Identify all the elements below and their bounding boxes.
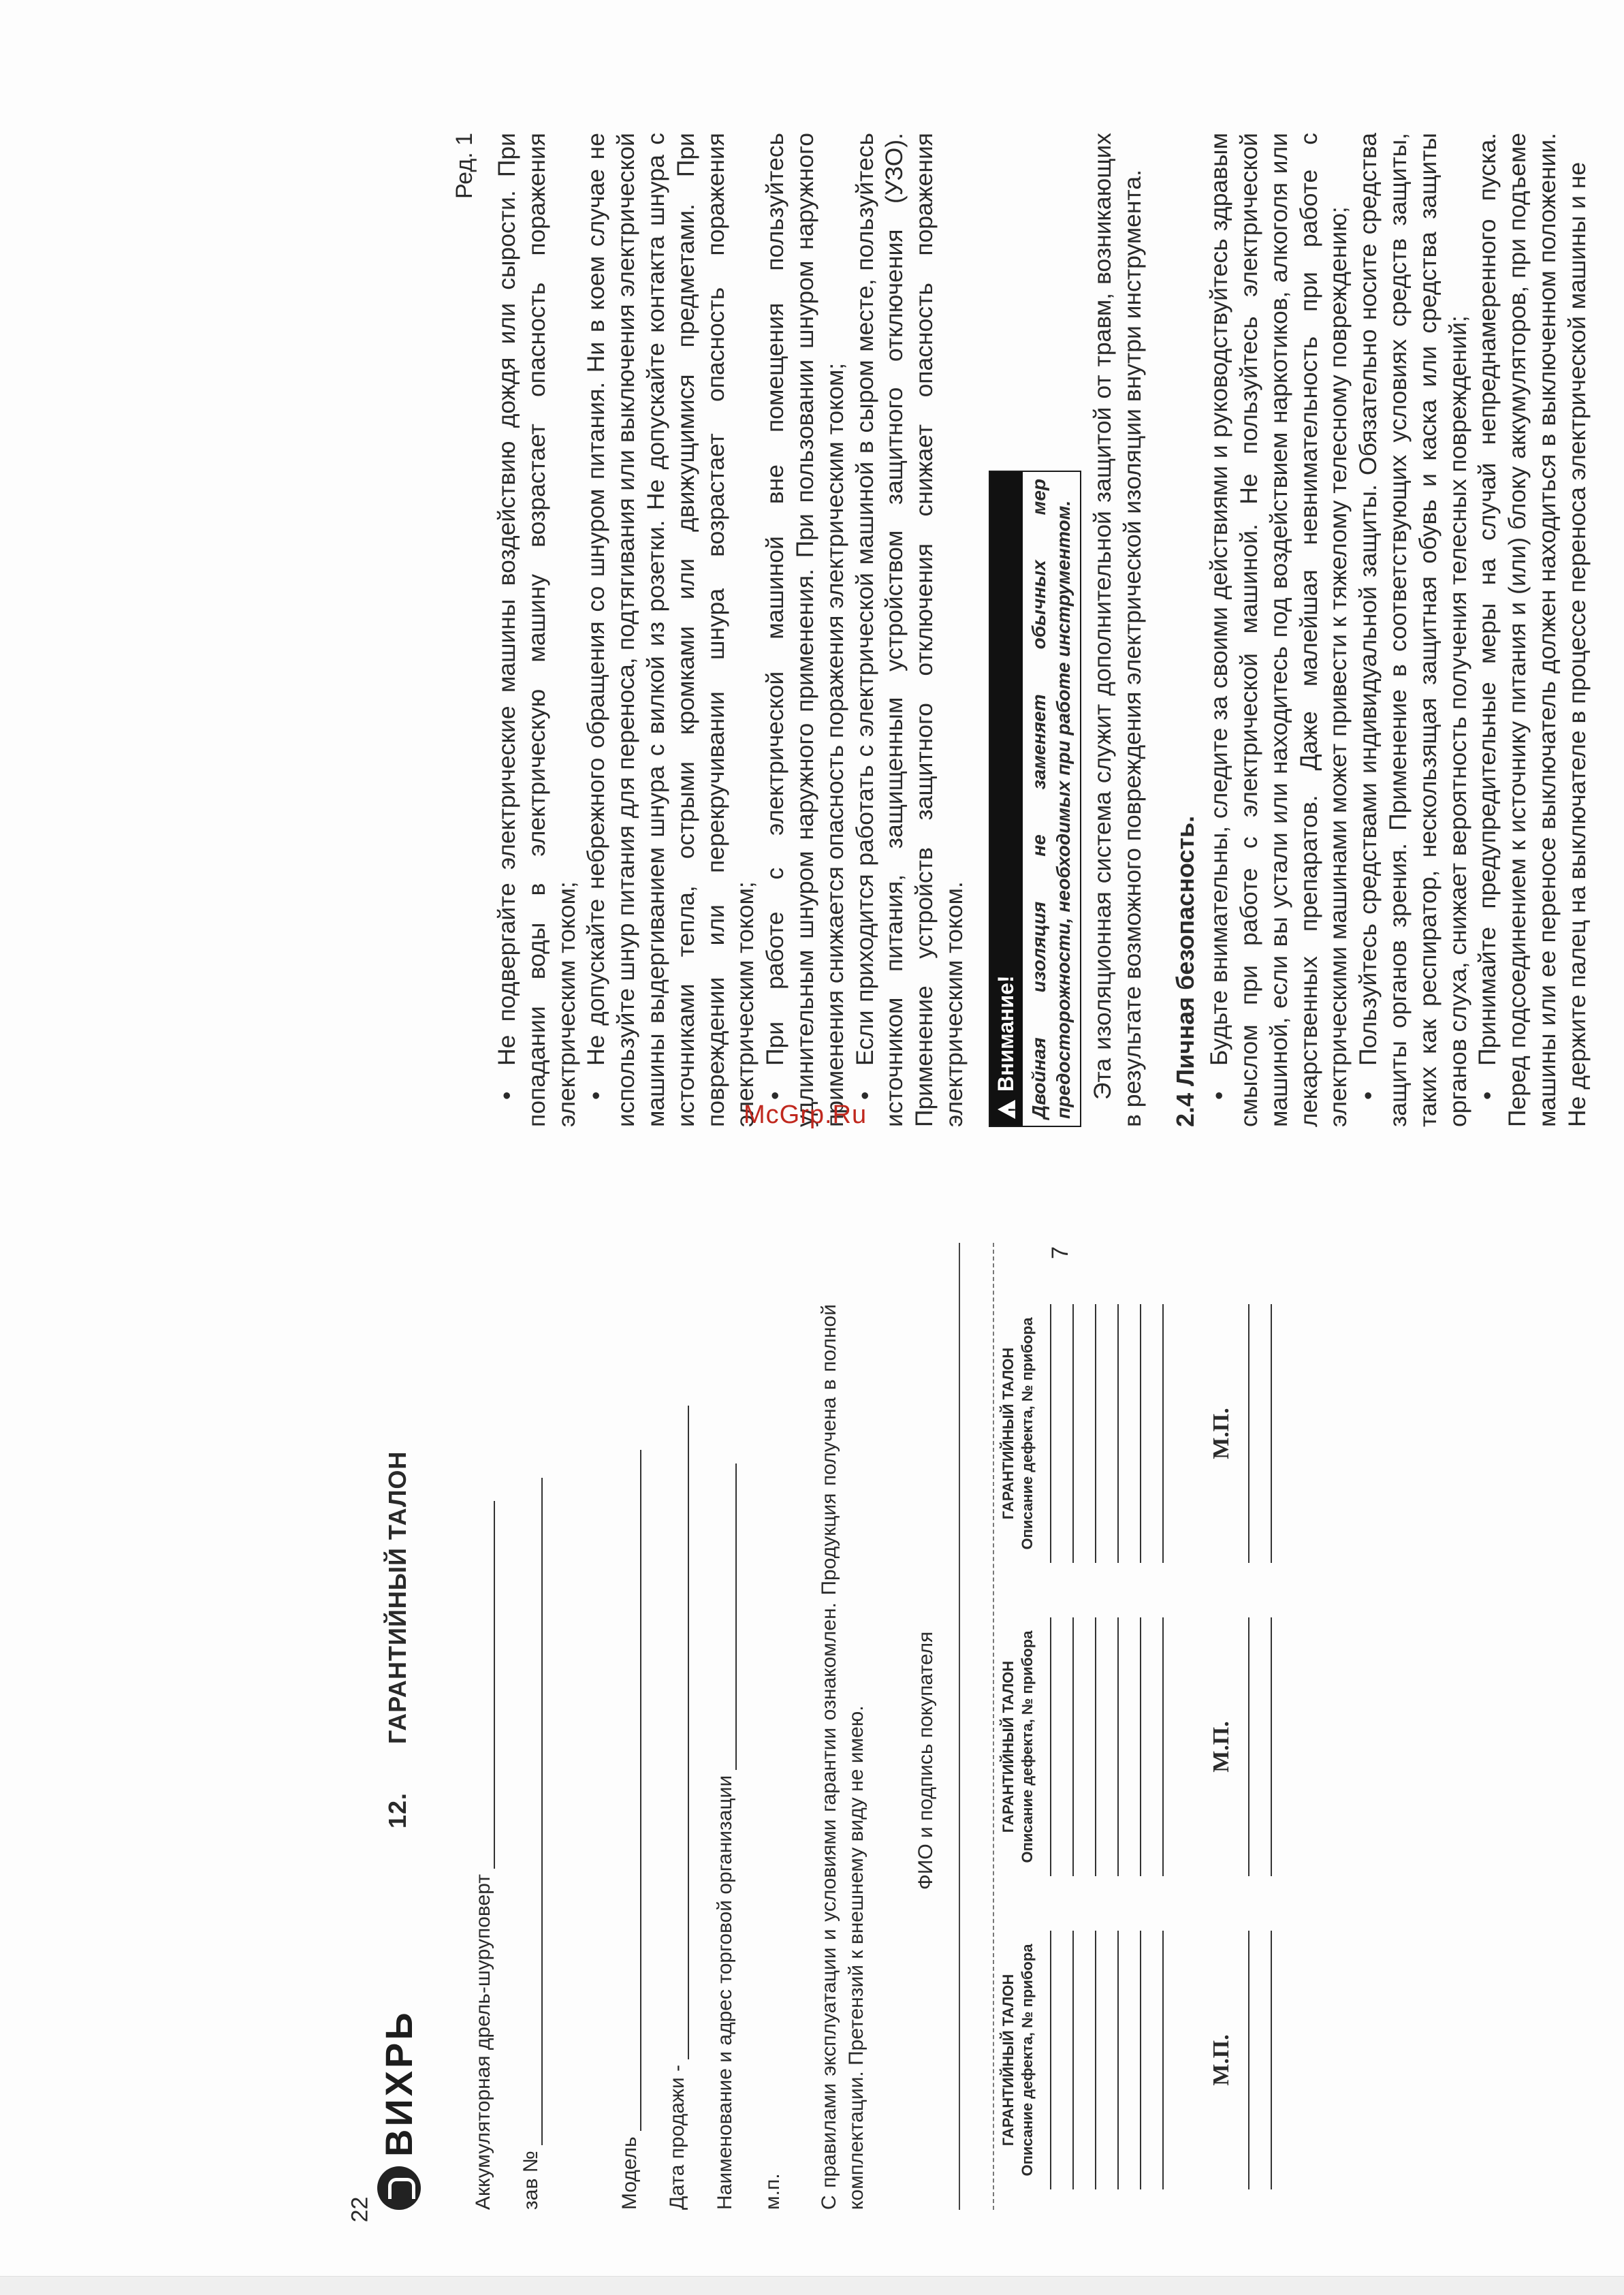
warranty-title-text: ГАРАНТИЙНЫЙ ТАЛОН	[383, 1451, 411, 1744]
buyer-signature-label: ФИО и подпись покупателя	[914, 1631, 937, 1890]
coupon-stamp: М.П.	[1209, 1408, 1234, 1459]
cut-line	[993, 1243, 994, 2210]
section-title-personal-safety: 2.4 Личная безопасность.	[1171, 815, 1200, 1127]
separator-line	[959, 1243, 960, 2210]
coupon-subtitle: Описание дефекта, № прибора	[1019, 1944, 1036, 2177]
section-number: 12.	[383, 1792, 411, 1829]
coupon-stamp: М.П.	[1209, 2034, 1234, 2086]
coupon-lines-bottom	[1248, 1597, 1293, 1897]
warranty-title	[383, 1451, 412, 1829]
field-sale-date-label: Дата продажи -	[666, 2064, 688, 2210]
coupon-lines-bottom	[1248, 1910, 1293, 2210]
field-model-label: Модель	[618, 2136, 641, 2210]
warning-header	[990, 472, 1023, 1126]
coupon-title: ГАРАНТИЙНЫЙ ТАЛОН	[1000, 1347, 1017, 1520]
safety-text	[492, 133, 1593, 1127]
field-store-label: Наименование и адрес торговой организации	[714, 1775, 736, 2210]
coupon-2	[1000, 1597, 1293, 1897]
page-number-lower: 22	[347, 2196, 373, 2223]
coupon-1	[1000, 1910, 1293, 2210]
coupon-title: ГАРАНТИЙНЫЙ ТАЛОН	[1000, 1974, 1017, 2147]
coupon-lines	[1050, 1910, 1185, 2210]
field-store	[714, 1463, 737, 2210]
warning-text: Двойная изоляция не заменяет обычных мер предосторожности, необходимых при работе инструментом.	[1028, 479, 1074, 1119]
safety-instructions-page	[438, 58, 1591, 1216]
brand-mark-icon	[377, 2166, 421, 2210]
page-number-upper: 7	[1047, 1246, 1073, 1259]
field-model-line[interactable]	[620, 1450, 641, 2131]
coupon-3	[1000, 1284, 1293, 1583]
warning-triangle-icon	[998, 1100, 1015, 1119]
paragraph-damp: • Если приходится работать с электрической машиной в сыром месте, пользуйтесь источником питания, защищенным устройством защитного отключения (УЗО). Применение устройств защитного отключения снижает опасность поражения электрическим током.	[850, 133, 970, 1127]
coupon-stamp: М.П.	[1209, 1721, 1234, 1773]
field-product-label: Аккумуляторная дрель-шуруповерт	[472, 1874, 494, 2210]
paragraph-insulation: Эта изоляционная система служит дополнительной защитой от травм, возникающих в результате возможного повреждения электрической изоляции внутри инструмента.	[1088, 133, 1146, 1127]
agreement-text: С правилами эксплуатации и условиями гарантии ознакомлен. Продукция получена в полной комплектации. Претензий к внешнему виду не имею.	[818, 1304, 867, 2210]
field-store-line[interactable]	[715, 1463, 737, 1770]
coupon-subtitle: Описание дефекта, № прибора	[1019, 1317, 1036, 1550]
field-model	[618, 1450, 641, 2210]
coupon-lines	[1050, 1284, 1185, 1583]
paragraph-outdoor: • При работе с электрической машиной вне помещения пользуйтесь удлинительным шнуром наружного применения. При пользовании шнуром наружного применения снижается опасность поражения электрическим током;	[761, 133, 850, 1127]
brand-logo	[377, 2010, 421, 2210]
field-sale-date-line[interactable]	[667, 1406, 689, 2059]
paragraph-ppe: • Пользуйтесь средствами индивидуальной защиты. Обязательно носите средства защиты органов зрения. Применение в соответствующих условиях средств защиты, таких как респиратор, нескользящая защитная обувь и каска или средства защиты органов слуха, снижает вероятность получения телесных повреждений;	[1354, 133, 1473, 1127]
coupon-title: ГАРАНТИЙНЫЙ ТАЛОН	[1000, 1660, 1017, 1833]
paragraph-cord: • Не допускайте небрежного обращения со шнуром питания. Ни в коем случае не используйте шнур питания для переноса, подтягивания или выключения электрической машины выдергиванием шнура с вилкой из розетки. Не допускайте контакта шнура с источниками тепла, острыми кромками или движущимися предметами. При повреждении или перекручивании шнура возрастает опасность поражения электрическим током;	[582, 133, 761, 1127]
brand-name: ВИХРЬ	[377, 2010, 420, 2157]
field-serial	[520, 1478, 543, 2210]
field-product-line[interactable]	[473, 1501, 495, 1869]
field-product	[472, 1501, 495, 2210]
coupon-subtitle: Описание дефекта, № прибора	[1019, 1630, 1036, 1863]
scan-bottom-edge	[0, 2276, 1624, 2295]
warning-box	[989, 471, 1081, 1127]
warranty-page	[336, 1202, 1289, 2264]
field-stamp-label: м.п.	[761, 2173, 784, 2210]
paragraph-attention: • Будьте внимательны, следите за своими действиями и руководствуйтесь здравым смыслом при работе с электрической машиной. Не пользуйтесь электрической машиной, если вы устали или находитесь под воздействием наркотиков, алкоголя или лекарственных препаратов. Даже малейшая невнимательность при работе с электрическими машинами может привести к тяжелому телесному повреждению;	[1205, 133, 1354, 1127]
watermark: McGrp.Ru	[744, 1101, 867, 1129]
field-serial-label: зав №	[520, 2151, 542, 2210]
field-sale-date	[666, 1406, 689, 2210]
coupon-lines-bottom	[1248, 1284, 1293, 1583]
revision-label: Ред. 1	[451, 133, 477, 199]
paragraph-rain: • Не подвергайте электрические машины воздействию дождя или сырости. При попадании воды в электрическую машину возрастает опасность поражения электрическим током;	[492, 133, 582, 1127]
field-stamp	[761, 2173, 784, 2210]
field-serial-line[interactable]	[521, 1478, 543, 2145]
warning-heading: Внимание!	[993, 975, 1018, 1092]
paragraph-startup: • Принимайте предупредительные меры на случай непреднамеренного пуска. Перед подсоединением к источнику питания и (или) блоку аккумуляторов, при подъеме машины или ее переносе выключатель должен находиться в выключенном положении. Не держите палец на выключателе в процессе переноса электрической машины и не	[1473, 133, 1592, 1127]
coupon-lines	[1050, 1597, 1185, 1897]
